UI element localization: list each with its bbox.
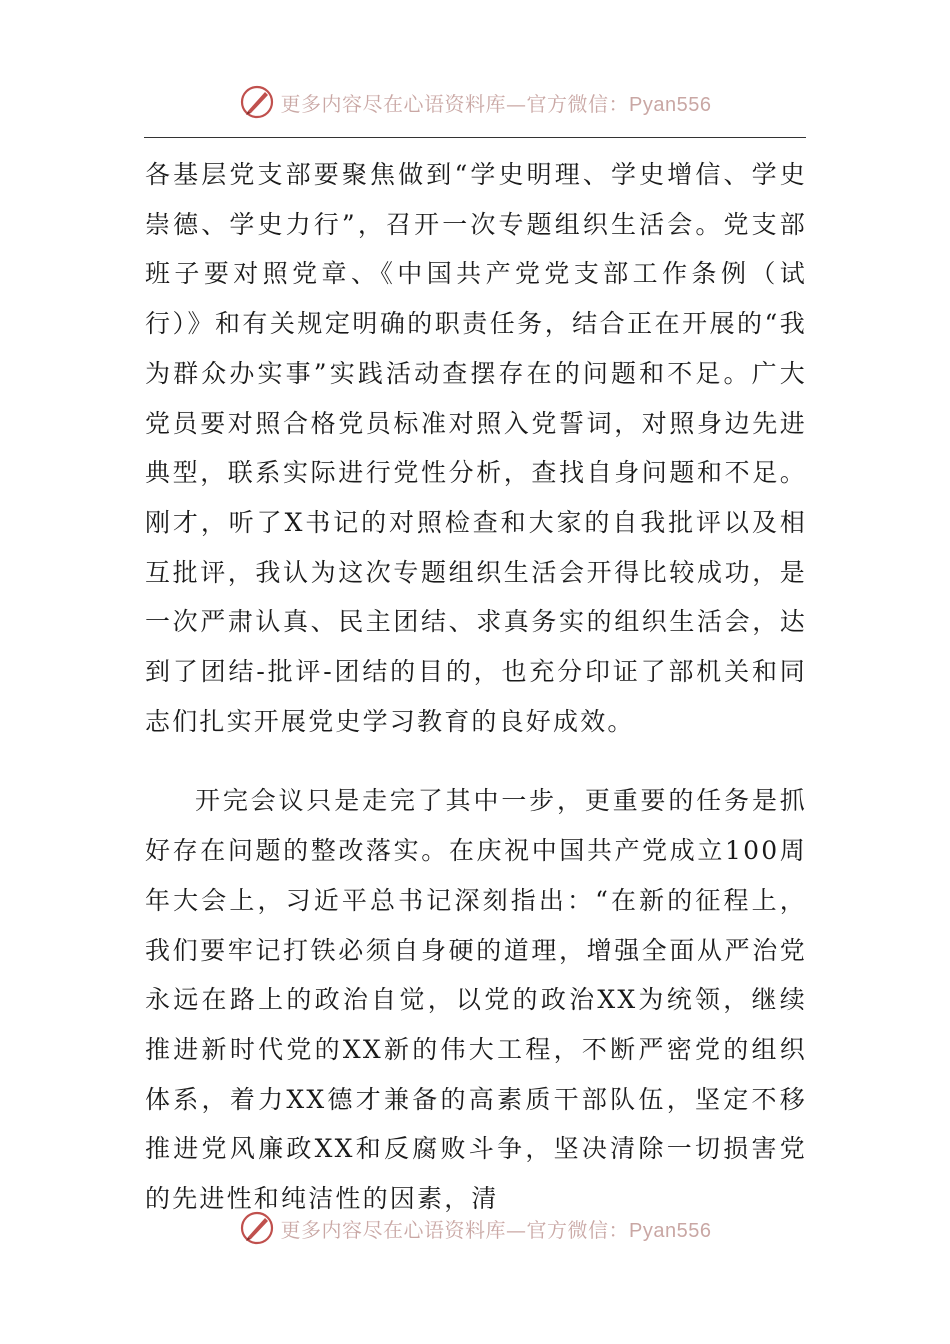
header-banner: [0, 82, 950, 122]
document-body: [145, 150, 807, 1224]
quill-pen-logo-icon: [239, 84, 275, 120]
header-divider: [144, 137, 806, 138]
footer-banner: [0, 1208, 950, 1248]
paragraph-1: 各基层党支部要聚焦做到“学史明理、学史增信、学史崇德、学史力行”，召开一次专题组织生活会。党支部班子要对照党章、《中国共产党党支部工作条例（试行）》和有关规定明确的职责任务，结合正在开展的“我为群众办实事”实践活动查摆存在的问题和不足。广大党员要对照合格党员标准对照入党誓词，对照身边先进典型，联系实际进行党性分析，查找自身问题和不足。刚才，听了X书记的对照检查和大家的自我批评以及相互批评，我认为这次专题组织生活会开得比较成功，是一次严肃认真、民主团结、求真务实的组织生活会，达到了团结-批评-团结的目的，也充分印证了部机关和同志们扎实开展党史学习教育的良好成效。: [145, 160, 807, 736]
header-banner-text: 更多内容尽在心语资料库—官方微信：Pyan556: [280, 91, 712, 116]
footer-banner-text: 更多内容尽在心语资料库—官方微信：Pyan556: [280, 1217, 712, 1242]
paragraph-2: 开完会议只是走完了其中一步，更重要的任务是抓好存在问题的整改落实。在庆祝中国共产党成立100周年大会上，习近平总书记深刻指出：“在新的征程上，我们要牢记打铁必须自身硬的道理，增强全面从严治党永远在路上的政治自觉，以党的政治XX为统领，继续推进新时代党的XX新的伟大工程，不断严密党的组织体系，着力XX德才兼备的高素质干部队伍，坚定不移推进党风廉政XX和反腐败斗争，坚决清除一切损害党的先进性和纯洁性的因素，清: [145, 786, 807, 1214]
quill-pen-logo-icon: [239, 1210, 275, 1246]
